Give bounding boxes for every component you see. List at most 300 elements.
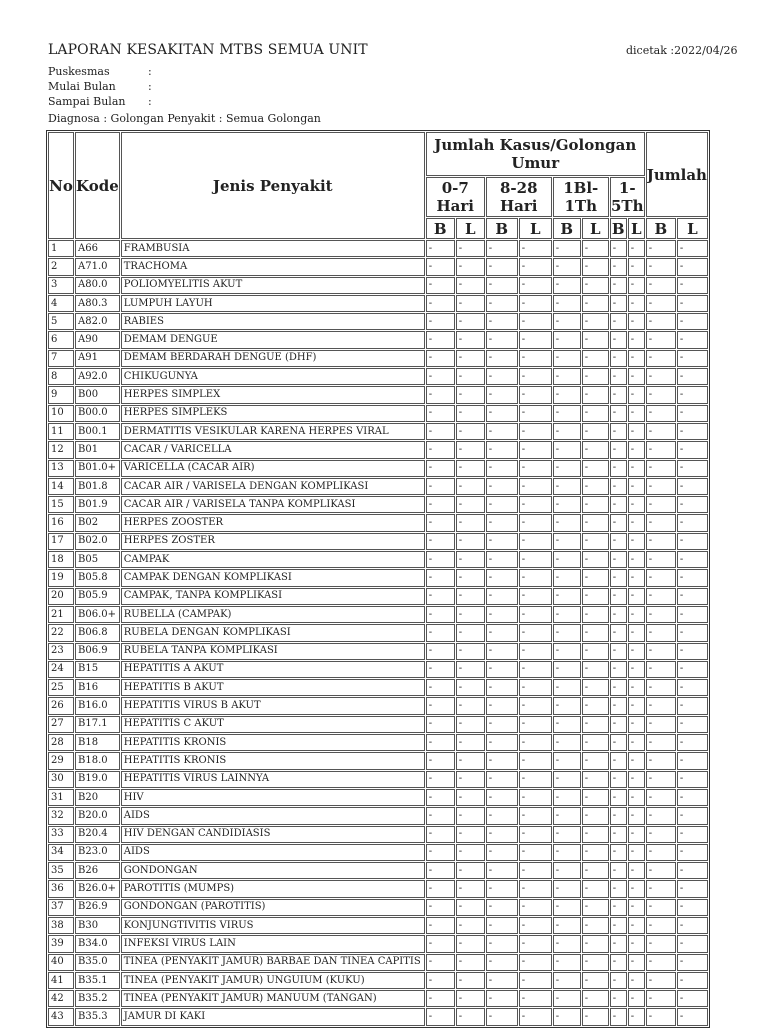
row-count-cell: -: [456, 643, 485, 660]
header-sex-b: B: [646, 218, 676, 239]
row-count-cell: -: [582, 569, 609, 586]
row-kode: B20.4: [75, 826, 120, 843]
row-no: 30: [48, 771, 74, 788]
row-count-cell: -: [519, 789, 552, 806]
row-count-cell: -: [553, 441, 581, 458]
row-count-cell: -: [519, 771, 552, 788]
row-jenis-penyakit: CAMPAK DENGAN KOMPLIKASI: [121, 569, 425, 586]
row-count-cell: -: [519, 1008, 552, 1025]
row-no: 26: [48, 697, 74, 714]
row-count-cell: -: [553, 331, 581, 348]
row-count-cell: -: [456, 258, 485, 275]
row-count-cell: -: [628, 478, 645, 495]
row-count-cell: -: [426, 606, 455, 623]
row-count-cell: -: [553, 697, 581, 714]
row-count-cell: -: [646, 734, 676, 751]
meta-label: Mulai Bulan: [48, 80, 116, 93]
row-count-cell: -: [610, 277, 627, 294]
row-count-cell: -: [582, 331, 609, 348]
row-count-cell: -: [426, 514, 455, 531]
row-count-cell: -: [582, 807, 609, 824]
row-count-cell: -: [610, 935, 627, 952]
row-kode: B06.0+: [75, 606, 120, 623]
row-count-cell: -: [582, 423, 609, 440]
row-count-cell: -: [486, 954, 518, 971]
row-count-cell: -: [486, 752, 518, 769]
row-count-cell: -: [677, 661, 708, 678]
row-count-cell: -: [519, 533, 552, 550]
meta-puskesmas: [48, 64, 152, 79]
row-count-cell: -: [456, 460, 485, 477]
row-count-cell: -: [519, 460, 552, 477]
row-count-cell: -: [553, 899, 581, 916]
row-no: 1: [48, 240, 74, 257]
row-count-cell: -: [486, 826, 518, 843]
row-count-cell: -: [582, 313, 609, 330]
row-jenis-penyakit: HEPATITIS KRONIS: [121, 752, 425, 769]
row-count-cell: -: [426, 405, 455, 422]
row-count-cell: -: [582, 643, 609, 660]
row-count-cell: -: [426, 697, 455, 714]
row-count-cell: -: [582, 972, 609, 989]
row-count-cell: -: [646, 313, 676, 330]
table-row: [48, 569, 708, 586]
row-count-cell: -: [582, 789, 609, 806]
row-jenis-penyakit: CACAR / VARICELLA: [121, 441, 425, 458]
row-count-cell: -: [456, 496, 485, 513]
row-no: 31: [48, 789, 74, 806]
row-count-cell: -: [426, 679, 455, 696]
row-count-cell: -: [610, 423, 627, 440]
row-count-cell: -: [456, 826, 485, 843]
row-count-cell: -: [677, 533, 708, 550]
row-count-cell: -: [582, 295, 609, 312]
row-count-cell: -: [553, 990, 581, 1007]
row-no: 34: [48, 844, 74, 861]
row-count-cell: -: [426, 1008, 455, 1025]
row-count-cell: -: [646, 405, 676, 422]
table-row: [48, 386, 708, 403]
row-count-cell: -: [486, 441, 518, 458]
row-kode: A80.0: [75, 277, 120, 294]
row-count-cell: -: [610, 350, 627, 367]
row-kode: B00.0: [75, 405, 120, 422]
row-count-cell: -: [426, 771, 455, 788]
row-count-cell: -: [486, 514, 518, 531]
row-jenis-penyakit: POLIOMYELITIS AKUT: [121, 277, 425, 294]
row-count-cell: -: [519, 862, 552, 879]
row-count-cell: -: [426, 240, 455, 257]
row-count-cell: -: [519, 935, 552, 952]
row-count-cell: -: [519, 807, 552, 824]
row-count-cell: -: [456, 514, 485, 531]
row-no: 11: [48, 423, 74, 440]
row-no: 10: [48, 405, 74, 422]
row-no: 5: [48, 313, 74, 330]
row-count-cell: -: [582, 697, 609, 714]
row-count-cell: -: [519, 844, 552, 861]
row-count-cell: -: [456, 405, 485, 422]
row-count-cell: -: [456, 697, 485, 714]
row-count-cell: -: [646, 295, 676, 312]
row-kode: B06.8: [75, 624, 120, 641]
row-no: 16: [48, 514, 74, 531]
row-count-cell: -: [519, 277, 552, 294]
row-no: 28: [48, 734, 74, 751]
row-count-cell: -: [486, 734, 518, 751]
table-row: [48, 826, 708, 843]
row-count-cell: -: [486, 862, 518, 879]
row-count-cell: -: [646, 643, 676, 660]
row-jenis-penyakit: RABIES: [121, 313, 425, 330]
row-count-cell: -: [646, 624, 676, 641]
row-no: 27: [48, 716, 74, 733]
row-count-cell: -: [628, 533, 645, 550]
row-count-cell: -: [519, 569, 552, 586]
row-count-cell: -: [646, 496, 676, 513]
table-row: [48, 240, 708, 257]
row-kode: B26: [75, 862, 120, 879]
row-count-cell: -: [553, 368, 581, 385]
row-count-cell: -: [582, 917, 609, 934]
row-kode: B16: [75, 679, 120, 696]
row-count-cell: -: [486, 313, 518, 330]
row-count-cell: -: [553, 807, 581, 824]
row-count-cell: -: [519, 478, 552, 495]
meta-value: :: [148, 65, 152, 78]
row-count-cell: -: [582, 826, 609, 843]
row-kode: B05.8: [75, 569, 120, 586]
row-count-cell: -: [456, 917, 485, 934]
row-jenis-penyakit: RUBELLA (CAMPAK): [121, 606, 425, 623]
row-jenis-penyakit: DERMATITIS VESIKULAR KARENA HERPES VIRAL: [121, 423, 425, 440]
row-count-cell: -: [486, 844, 518, 861]
row-count-cell: -: [628, 844, 645, 861]
table-row: [48, 862, 708, 879]
row-count-cell: -: [646, 478, 676, 495]
row-count-cell: -: [582, 862, 609, 879]
row-kode: B26.0+: [75, 880, 120, 897]
row-count-cell: -: [646, 679, 676, 696]
row-kode: B35.2: [75, 990, 120, 1007]
row-kode: B06.9: [75, 643, 120, 660]
row-count-cell: -: [553, 514, 581, 531]
row-count-cell: -: [456, 899, 485, 916]
row-count-cell: -: [553, 240, 581, 257]
row-no: 9: [48, 386, 74, 403]
row-count-cell: -: [519, 697, 552, 714]
row-count-cell: -: [456, 935, 485, 952]
row-count-cell: -: [628, 386, 645, 403]
row-jenis-penyakit: GONDONGAN: [121, 862, 425, 879]
row-count-cell: -: [553, 295, 581, 312]
row-count-cell: -: [677, 313, 708, 330]
row-kode: B00.1: [75, 423, 120, 440]
row-count-cell: -: [486, 624, 518, 641]
row-count-cell: -: [610, 313, 627, 330]
row-count-cell: -: [486, 331, 518, 348]
table-row: [48, 350, 708, 367]
row-count-cell: -: [628, 496, 645, 513]
row-count-cell: -: [646, 697, 676, 714]
row-count-cell: -: [582, 935, 609, 952]
row-count-cell: -: [486, 807, 518, 824]
table-row: [48, 917, 708, 934]
row-count-cell: -: [582, 880, 609, 897]
row-count-cell: -: [628, 643, 645, 660]
row-jenis-penyakit: HERPES SIMPLEKS: [121, 405, 425, 422]
row-kode: B35.3: [75, 1008, 120, 1025]
row-no: 42: [48, 990, 74, 1007]
row-count-cell: -: [553, 624, 581, 641]
row-count-cell: -: [426, 386, 455, 403]
row-count-cell: -: [646, 514, 676, 531]
header-age-0-7: 0-7 Hari: [426, 177, 485, 217]
row-jenis-penyakit: LUMPUH LAYUH: [121, 295, 425, 312]
row-no: 29: [48, 752, 74, 769]
row-count-cell: -: [628, 862, 645, 879]
table-row: [48, 807, 708, 824]
row-count-cell: -: [519, 588, 552, 605]
row-count-cell: -: [553, 771, 581, 788]
row-count-cell: -: [486, 496, 518, 513]
row-no: 41: [48, 972, 74, 989]
table-row: [48, 514, 708, 531]
table-row: [48, 679, 708, 696]
row-count-cell: -: [456, 386, 485, 403]
header-kode: Kode: [75, 132, 120, 239]
row-count-cell: -: [628, 972, 645, 989]
row-count-cell: -: [610, 990, 627, 1007]
table-row: [48, 460, 708, 477]
row-kode: B35.0: [75, 954, 120, 971]
row-count-cell: -: [628, 277, 645, 294]
row-count-cell: -: [677, 423, 708, 440]
row-count-cell: -: [628, 1008, 645, 1025]
row-count-cell: -: [610, 643, 627, 660]
row-jenis-penyakit: AIDS: [121, 844, 425, 861]
row-count-cell: -: [582, 661, 609, 678]
row-count-cell: -: [677, 1008, 708, 1025]
row-count-cell: -: [610, 478, 627, 495]
row-count-cell: -: [426, 917, 455, 934]
row-count-cell: -: [426, 460, 455, 477]
row-count-cell: -: [628, 917, 645, 934]
row-count-cell: -: [628, 752, 645, 769]
row-count-cell: -: [582, 716, 609, 733]
row-count-cell: -: [628, 423, 645, 440]
row-kode: B05: [75, 551, 120, 568]
row-count-cell: -: [610, 734, 627, 751]
row-count-cell: -: [646, 807, 676, 824]
row-count-cell: -: [519, 441, 552, 458]
row-count-cell: -: [456, 588, 485, 605]
table-row: [48, 478, 708, 495]
row-count-cell: -: [456, 368, 485, 385]
row-count-cell: -: [553, 405, 581, 422]
row-count-cell: -: [677, 386, 708, 403]
row-count-cell: -: [486, 423, 518, 440]
row-no: 17: [48, 533, 74, 550]
table-row: [48, 423, 708, 440]
header-sex-l: L: [628, 218, 645, 239]
row-count-cell: -: [582, 679, 609, 696]
row-count-cell: -: [519, 679, 552, 696]
row-count-cell: -: [486, 460, 518, 477]
row-count-cell: -: [677, 771, 708, 788]
row-count-cell: -: [582, 752, 609, 769]
row-kode: B00: [75, 386, 120, 403]
row-count-cell: -: [426, 313, 455, 330]
row-count-cell: -: [426, 569, 455, 586]
row-count-cell: -: [628, 789, 645, 806]
table-row: [48, 771, 708, 788]
row-jenis-penyakit: HERPES ZOOSTER: [121, 514, 425, 531]
table-row: [48, 954, 708, 971]
row-count-cell: -: [582, 496, 609, 513]
row-count-cell: -: [456, 1008, 485, 1025]
row-jenis-penyakit: JAMUR DI KAKI: [121, 1008, 425, 1025]
row-count-cell: -: [646, 588, 676, 605]
row-count-cell: -: [582, 386, 609, 403]
row-count-cell: -: [610, 844, 627, 861]
row-count-cell: -: [677, 514, 708, 531]
row-count-cell: -: [610, 954, 627, 971]
row-count-cell: -: [426, 331, 455, 348]
row-kode: A71.0: [75, 258, 120, 275]
table-row: [48, 258, 708, 275]
row-count-cell: -: [519, 899, 552, 916]
row-count-cell: -: [610, 697, 627, 714]
meta-mulai-bulan: [48, 79, 152, 94]
row-count-cell: -: [610, 386, 627, 403]
row-count-cell: -: [519, 954, 552, 971]
row-kode: B30: [75, 917, 120, 934]
row-count-cell: -: [519, 734, 552, 751]
row-count-cell: -: [456, 972, 485, 989]
row-jenis-penyakit: HEPATITIS A AKUT: [121, 661, 425, 678]
meta-label: Puskesmas: [48, 65, 110, 78]
row-no: 36: [48, 880, 74, 897]
row-count-cell: -: [677, 441, 708, 458]
row-count-cell: -: [646, 661, 676, 678]
row-count-cell: -: [628, 240, 645, 257]
row-count-cell: -: [486, 716, 518, 733]
row-count-cell: -: [553, 478, 581, 495]
row-no: 35: [48, 862, 74, 879]
header-age-1-5th: 1-5Th: [610, 179, 644, 215]
row-kode: B26.9: [75, 899, 120, 916]
row-count-cell: -: [677, 716, 708, 733]
row-count-cell: -: [519, 258, 552, 275]
row-count-cell: -: [519, 386, 552, 403]
row-count-cell: -: [519, 423, 552, 440]
row-count-cell: -: [426, 752, 455, 769]
row-count-cell: -: [646, 258, 676, 275]
diagnosa-line: Diagnosa : Golongan Penyakit : Semua Golongan: [48, 112, 321, 125]
header-jumlah: Jumlah: [646, 132, 708, 217]
row-count-cell: -: [519, 331, 552, 348]
row-jenis-penyakit: GONDONGAN (PAROTITIS): [121, 899, 425, 916]
row-kode: A80.3: [75, 295, 120, 312]
row-jenis-penyakit: HERPES SIMPLEX: [121, 386, 425, 403]
row-count-cell: -: [486, 588, 518, 605]
row-count-cell: -: [610, 588, 627, 605]
header-age-8-28: 8-28 Hari: [486, 177, 552, 217]
row-count-cell: -: [628, 551, 645, 568]
row-count-cell: -: [610, 368, 627, 385]
row-no: 43: [48, 1008, 74, 1025]
row-count-cell: -: [553, 533, 581, 550]
row-count-cell: -: [610, 752, 627, 769]
row-count-cell: -: [646, 880, 676, 897]
row-jenis-penyakit: DEMAM DENGUE: [121, 331, 425, 348]
row-count-cell: -: [677, 807, 708, 824]
row-count-cell: -: [553, 350, 581, 367]
header-sex-b: B: [553, 218, 581, 239]
row-count-cell: -: [519, 972, 552, 989]
row-count-cell: -: [646, 423, 676, 440]
row-no: 14: [48, 478, 74, 495]
row-count-cell: -: [486, 405, 518, 422]
row-count-cell: -: [646, 899, 676, 916]
row-count-cell: -: [426, 423, 455, 440]
row-count-cell: -: [628, 441, 645, 458]
row-count-cell: -: [582, 588, 609, 605]
row-no: 21: [48, 606, 74, 623]
row-count-cell: -: [610, 551, 627, 568]
row-count-cell: -: [519, 514, 552, 531]
row-count-cell: -: [486, 899, 518, 916]
row-jenis-penyakit: VARICELLA (CACAR AIR): [121, 460, 425, 477]
row-count-cell: -: [426, 295, 455, 312]
row-count-cell: -: [582, 460, 609, 477]
row-kode: B20: [75, 789, 120, 806]
row-count-cell: -: [646, 771, 676, 788]
row-count-cell: -: [628, 990, 645, 1007]
row-kode: B01.9: [75, 496, 120, 513]
row-count-cell: -: [646, 917, 676, 934]
row-count-cell: -: [677, 478, 708, 495]
row-jenis-penyakit: INFEKSI VIRUS LAIN: [121, 935, 425, 952]
meta-sampai-bulan: [48, 94, 152, 109]
table-row: [48, 368, 708, 385]
row-count-cell: -: [646, 716, 676, 733]
row-count-cell: -: [553, 862, 581, 879]
row-count-cell: -: [610, 295, 627, 312]
row-count-cell: -: [553, 826, 581, 843]
row-jenis-penyakit: CHIKUGUNYA: [121, 368, 425, 385]
table-row: [48, 716, 708, 733]
row-count-cell: -: [486, 661, 518, 678]
row-count-cell: -: [553, 679, 581, 696]
report-title: LAPORAN KESAKITAN MTBS SEMUA UNIT: [48, 42, 368, 58]
row-count-cell: -: [646, 240, 676, 257]
row-count-cell: -: [582, 1008, 609, 1025]
header-sex-l: L: [519, 218, 552, 239]
row-count-cell: -: [628, 679, 645, 696]
row-count-cell: -: [426, 716, 455, 733]
row-count-cell: -: [610, 880, 627, 897]
table-row: [48, 734, 708, 751]
row-count-cell: -: [486, 789, 518, 806]
row-no: 13: [48, 460, 74, 477]
row-count-cell: -: [486, 679, 518, 696]
row-kode: B34.0: [75, 935, 120, 952]
row-kode: B05.9: [75, 588, 120, 605]
table-row: [48, 661, 708, 678]
table-row: [48, 624, 708, 641]
